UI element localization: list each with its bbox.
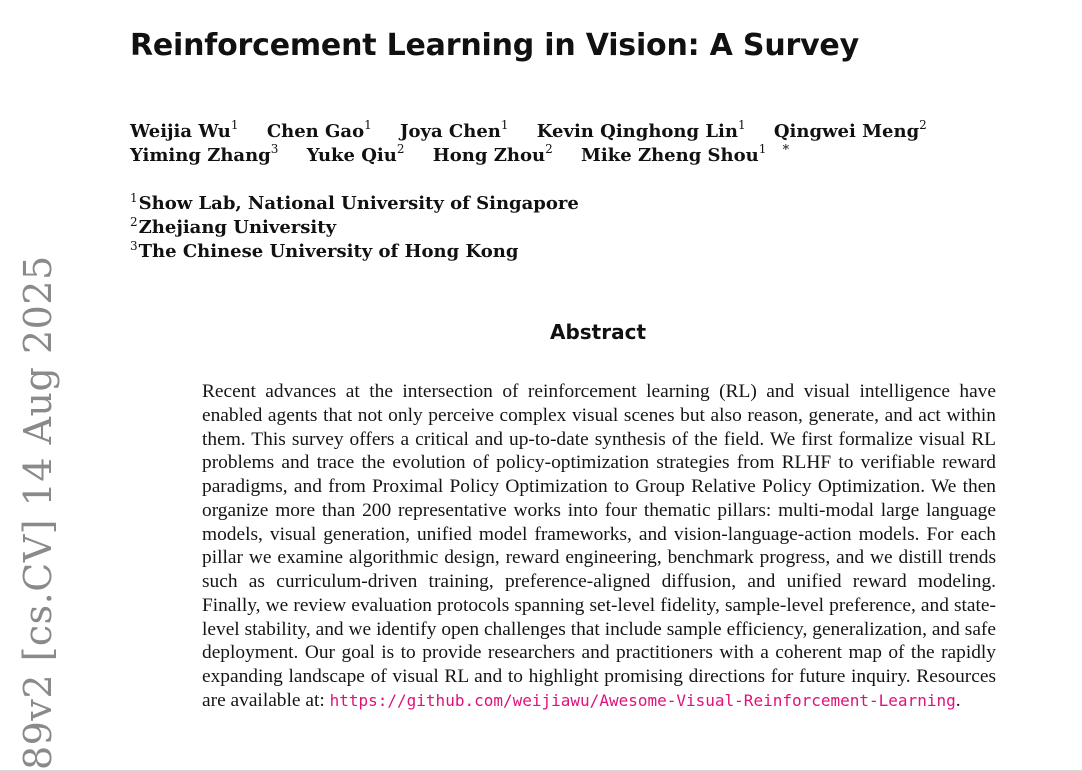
affiliation-mark: 2 (545, 142, 553, 156)
author-qingwei-meng (774, 120, 927, 144)
affiliation-number: 2 (130, 215, 138, 229)
author-hong-zhou (433, 144, 553, 168)
affiliation-mark: 3 (270, 142, 279, 156)
author-chen-gao (267, 120, 372, 144)
paper-title: Reinforcement Learning in Vision: A Survey (130, 28, 859, 63)
arxiv-identifier-stamp: 89v2 [cs.CV] 14 Aug 2025 (16, 255, 60, 770)
author-name: Weijia Wu (130, 121, 231, 142)
affiliation-name: Zhejiang University (138, 217, 337, 238)
author-name: Kevin Qinghong Lin (536, 121, 738, 142)
author-list (130, 120, 1030, 168)
author-line-2 (130, 144, 1030, 168)
abstract-text: Recent advances at the intersection of reinforcement learning (RL) and visual intelligence have enabled agents that not only perceive complex visual scenes but also reason, generate, and act within them. This survey offers a critical and up-to-date synthesis of the field. We first formalize visual RL problems and trace the evolution of policy-optimization strategies from RLHF to verifiable reward paradigms, and from Proximal Policy Optimization to Group Relative Policy Optimization. We then organize more than 200 representative works into four thematic pillars: multi-modal large language models, visual generation, unified model frameworks, and vision-language-action models. For each pillar we examine algorithmic design, reward engineering, benchmark progress, and we distill trends such as curriculum-driven training, preference-aligned diffusion, and unified reward modeling. Finally, we review evaluation protocols spanning set-level fidelity, sample-level preference, and state-level stability, and we identify open challenges that include sample efficiency, generalization, and safe deployment. Our goal is to provide researchers and practitioners with a coherent map of the rapidly expanding landscape of visual RL and to highlight promising directions for future inquiry. Resources are available at: (202, 381, 996, 711)
corresponding-author-mark: * (782, 143, 790, 158)
author-weijia-wu (130, 120, 239, 144)
author-name: Joya Chen (400, 121, 501, 142)
author-name: Chen Gao (266, 121, 365, 142)
affiliation-mark: 1 (500, 118, 509, 132)
affiliation-name: The Chinese University of Hong Kong (138, 241, 519, 262)
author-name: Yiming Zhang (130, 145, 271, 166)
affiliation-mark: 2 (919, 118, 927, 132)
affiliation-3 (130, 240, 579, 264)
affiliation-list (130, 192, 579, 264)
author-name: Mike Zheng Shou (580, 145, 759, 166)
affiliation-number: 1 (130, 191, 138, 205)
author-yuke-qiu (307, 144, 405, 168)
affiliation-mark: 2 (396, 142, 405, 156)
affiliation-name: Show Lab, National University of Singapore (138, 193, 579, 214)
abstract-heading: Abstract (549, 320, 647, 344)
author-yiming-zhang (130, 144, 278, 168)
author-kevin-qinghong-lin (537, 120, 746, 144)
affiliation-2 (130, 216, 579, 240)
author-name: Qingwei Meng (773, 121, 920, 142)
author-joya-chen (400, 120, 509, 144)
resource-link[interactable]: https://github.com/weijiawu/Awesome-Visual-Reinforcement-Learning (329, 690, 956, 710)
author-name: Hong Zhou (432, 145, 546, 166)
affiliation-mark: 1 (364, 118, 372, 132)
affiliation-mark: 1 (737, 118, 746, 132)
author-mike-zheng-shou (581, 144, 766, 168)
abstract-body: Recent advances at the intersection of reinforcement learning (RL) and visual intelligence have enabled agents that not only perceive complex visual scenes but also reason, generate, and act within them. This survey offers a critical and up-to-date synthesis of the field. We first formalize visual RL problems and trace the evolution of policy-optimization strategies from RLHF to verifiable reward paradigms, and from Proximal Policy Optimization to Group Relative Policy Optimization. We then organize more than 200 representative works into four thematic pillars: multi-modal large language models, visual generation, unified model frameworks, and vision-language-action models. For each pillar we examine algorithmic design, reward engineering, benchmark progress, and we distill trends such as curriculum-driven training, preference-aligned diffusion, and unified reward modeling. Finally, we review evaluation protocols spanning set-level fidelity, sample-level preference, and state-level stability, and we identify open challenges that include sample efficiency, generalization, and safe deployment. Our goal is to provide researchers and practitioners with a coherent map of the rapidly expanding landscape of visual RL and to highlight promising directions for future inquiry. Resources are available at: https://github.com/weijiawu/Awesome-Visual-Reinforcement-Learning. (202, 381, 996, 711)
author-line-1 (130, 120, 1030, 144)
affiliation-mark: 1 (758, 142, 767, 156)
affiliation-1 (130, 192, 579, 216)
affiliation-number: 3 (130, 239, 138, 253)
author-name: Yuke Qiu (306, 145, 397, 166)
affiliation-mark: 1 (230, 118, 239, 132)
